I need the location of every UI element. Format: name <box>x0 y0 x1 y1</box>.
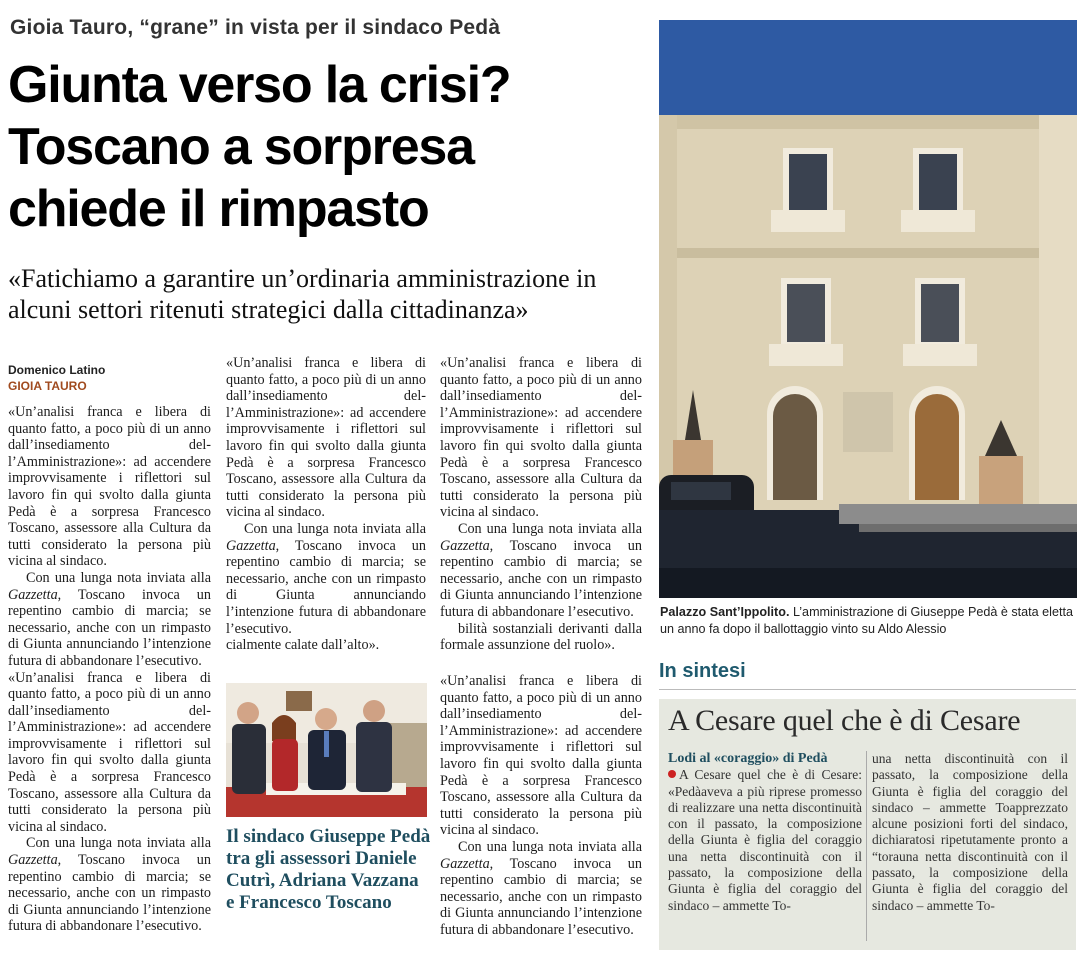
group-photo <box>226 683 427 817</box>
paragraph: «Un’analisi franca e libera di quanto fatto, a poco più di un anno dall’insediamento del-l’Amministrazione»: ad accendere improvvisamente i riflettori sul lavoro fin qui svolto dalla giunta Pedà è a sorpresa Francesco Toscano, assessore alla Cultura da tutti considerato la persona più vicina al sindaco. <box>440 673 642 839</box>
paragraph: Con una lunga nota inviata alla Gazzetta, Toscano invoca un repentino cambio di marcia; se necessario, anche con un rimpasto di Giunta annunciando l’intenzione futura di abbandonare l’esecutivo. <box>226 520 426 637</box>
byline <box>8 363 213 393</box>
subheadline: «Fatichiamo a garantire un’ordinaria amministrazione in alcuni settori ritenuti strategici dalla cittadinanza» <box>8 264 597 324</box>
summary-text: una netta discontinuità con il passato, la composizione della Giunta è figlia del coraggio del sindaco – ammette Toapprezzato alcune posizioni forti del sindaco, dichiaratosi ripetutamente pronto a “torauna netta discontinuità con il passato, la composizione della Giunta è figlia del coraggio del sindaco – ammette To- <box>872 751 1068 913</box>
paragraph: «Un’analisi franca e libera di quanto fatto, a poco più di un anno dall’insediamento del-l’Amministrazione»: ad accendere improvvisamente i riflettori sul lavoro fin qui svolto dalla giunta Pedà è a sorpresa Francesco Toscano, assessore alla Cultura da tutti considerato la persona più vicina al sindaco. <box>226 355 426 521</box>
summary-label: In sintesi <box>659 660 746 682</box>
article-column-3 <box>440 355 642 654</box>
paragraph: «Un’analisi franca e libera di quanto fatto, a poco più di un anno dall’insediamento del-l’Amministrazione»: ad accendere improvvisamente i riflettori sul lavoro fin qui svolto dalla giunta Pedà è a sorpresa Francesco Toscano, assessore alla Cultura da tutti considerato la persona più vicina al sindaco. <box>440 355 642 521</box>
divider <box>866 751 867 941</box>
photo-caption: Il sindaco Giuseppe Pedà tra gli assessori Daniele Cutrì, Adriana Vazzana e Francesco Toscano <box>226 826 431 913</box>
paragraph: Con una lunga nota inviata alla Gazzetta, Toscano invoca un repentino cambio di marcia; se necessario, anche con un rimpasto di Giunta annunciando l’intenzione futura di abbandonare l’esecutivo. <box>440 838 642 938</box>
headline: Giunta verso la crisi? Toscano a sorpresa chiede il rimpasto <box>8 56 511 238</box>
paragraph: «Un’analisi franca e libera di quanto fatto, a poco più di un anno dall’insediamento del-l’Amministrazione»: ad accendere improvvisamente i riflettori sul lavoro fin qui svolto dalla giunta Pedà è a sorpresa Francesco Toscano, assessore alla Cultura da tutti considerato la persona più vicina al sindaco. <box>8 669 211 835</box>
paragraph: «Un’analisi franca e libera di quanto fatto, a poco più di un anno dall’insediamento del-l’Amministrazione»: ad accendere improvvisamente i riflettori sul lavoro fin qui svolto dalla giunta Pedà è a sorpresa Francesco Toscano, assessore alla Cultura da tutti considerato la persona più vicina al sindaco. <box>8 404 211 570</box>
paragraph: Con una lunga nota inviata alla Gazzetta, Toscano invoca un repentino cambio di marcia; se necessario, anche con un rimpasto di Giunta annunciando l’intenzione futura di abbandonare l’esecutivo. <box>8 835 211 935</box>
author: Domenico Latino <box>8 363 106 377</box>
article-column-2 <box>226 355 426 654</box>
summary-title: A Cesare quel che è di Cesare <box>668 704 1021 737</box>
photo-caption-building: Palazzo Sant’Ippolito. L’amministrazione di Giuseppe Pedà è stata eletta un anno fa dopo il ballottaggio vinto su Aldo Alessio <box>660 605 1073 636</box>
kicker: Gioia Tauro, “grane” in vista per il sindaco Pedà <box>10 16 501 39</box>
paragraph: bilità sostanziali derivanti dalla formale assunzione del ruolo». <box>440 620 642 654</box>
paragraph: Con una lunga nota inviata alla Gazzetta, Toscano invoca un repentino cambio di marcia; se necessario, anche con un rimpasto di Giunta annunciando l’intenzione futura di abbandonare l’esecutivo. <box>8 569 211 669</box>
article-column-4 <box>440 673 642 939</box>
summary-subtitle: Lodi al «coraggio» di Pedà <box>668 751 828 766</box>
paragraph: cialmente calate dall’alto». <box>226 637 380 654</box>
divider <box>659 689 1076 690</box>
building-photo <box>659 20 1077 598</box>
paragraph: Con una lunga nota inviata alla Gazzetta, Toscano invoca un repentino cambio di marcia; se necessario, anche con un rimpasto di Giunta annunciando l’intenzione futura di abbandonare l’esecutivo. <box>440 520 642 620</box>
summary-column-1 <box>668 751 862 914</box>
bullet-icon <box>668 770 676 778</box>
summary-column-2 <box>872 751 1068 914</box>
dateline-place: GIOIA TAURO <box>8 379 87 393</box>
article-column-1 <box>8 404 211 935</box>
summary-text: A Cesare quel che è di Cesare: «Pedàaveva a più riprese promesso di realizzare una netta discontinuità con il passato, la composizione della Giunta è figlia del coraggio una netta discontinuità con il passato, la composizione della Giunta è figlia del coraggio del sindaco – ammette To- <box>668 767 862 913</box>
